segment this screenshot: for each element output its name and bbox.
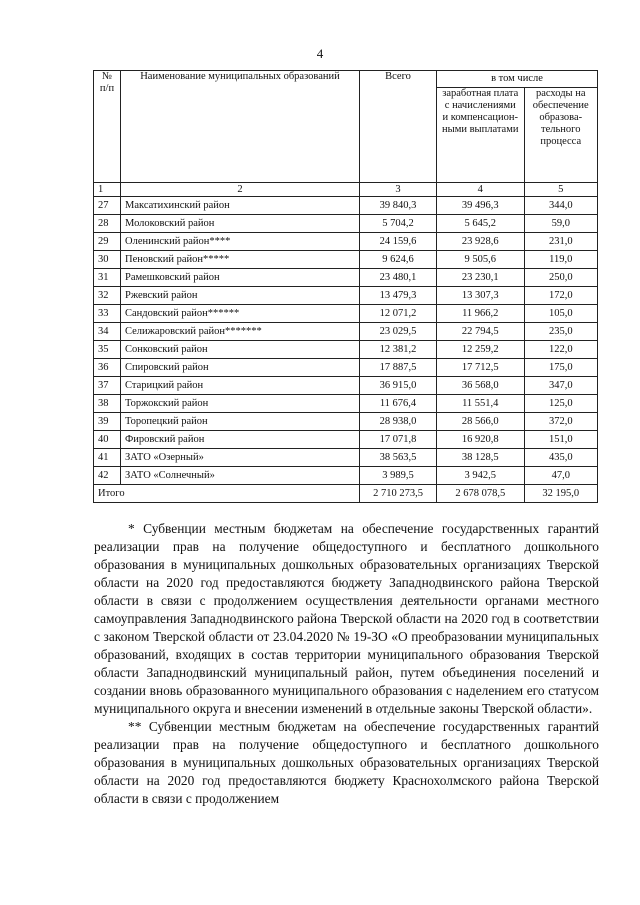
column-index: 1 (94, 183, 121, 197)
row-number: 40 (94, 431, 121, 449)
total-value: 38 563,5 (360, 449, 437, 467)
table-row (94, 251, 598, 269)
municipality-name: Спировский район (121, 359, 360, 377)
expenses-value: 105,0 (524, 305, 598, 323)
table-row (94, 395, 598, 413)
table-row (94, 341, 598, 359)
municipality-name: Максатихинский район (121, 197, 360, 215)
total-value: 23 480,1 (360, 269, 437, 287)
column-index-row (94, 183, 598, 197)
salary-value: 16 920,8 (437, 431, 525, 449)
total-value: 36 915,0 (360, 377, 437, 395)
municipality-name: Оленинский район**** (121, 233, 360, 251)
salary-value: 39 496,3 (437, 197, 525, 215)
total-value: 5 704,2 (360, 215, 437, 233)
expenses-value: 344,0 (524, 197, 598, 215)
table-row (94, 431, 598, 449)
total-value: 2 710 273,5 (360, 485, 437, 503)
municipality-name: ЗАТО «Солнечный» (121, 467, 360, 485)
total-value: 17 071,8 (360, 431, 437, 449)
salary-value: 23 928,6 (437, 233, 525, 251)
total-expenses: 32 195,0 (524, 485, 598, 503)
municipality-name: Ржевский район (121, 287, 360, 305)
municipality-name: Пеновский район***** (121, 251, 360, 269)
header-total: Всего (360, 71, 437, 183)
salary-value: 28 566,0 (437, 413, 525, 431)
total-value: 12 381,2 (360, 341, 437, 359)
salary-value: 23 230,1 (437, 269, 525, 287)
total-value: 13 479,3 (360, 287, 437, 305)
row-number: 34 (94, 323, 121, 341)
total-value: 9 624,6 (360, 251, 437, 269)
salary-value: 11 551,4 (437, 395, 525, 413)
total-value: 24 159,6 (360, 233, 437, 251)
row-number: 38 (94, 395, 121, 413)
municipality-name: Старицкий район (121, 377, 360, 395)
municipality-name: Сонковский район (121, 341, 360, 359)
header-num: № п/п (94, 71, 121, 183)
expenses-value: 435,0 (524, 449, 598, 467)
expenses-value: 119,0 (524, 251, 598, 269)
salary-value: 12 259,2 (437, 341, 525, 359)
table-row (94, 323, 598, 341)
expenses-value: 47,0 (524, 467, 598, 485)
table-row (94, 197, 598, 215)
expenses-value: 122,0 (524, 341, 598, 359)
table-row (94, 449, 598, 467)
expenses-value: 59,0 (524, 215, 598, 233)
row-number: 31 (94, 269, 121, 287)
salary-value: 36 568,0 (437, 377, 525, 395)
header-including: в том числе (437, 71, 598, 88)
subvention-table (93, 70, 598, 503)
row-number: 28 (94, 215, 121, 233)
salary-value: 9 505,6 (437, 251, 525, 269)
expenses-value: 372,0 (524, 413, 598, 431)
footnote-2: ** Субвенции местным бюджетам на обеспечение государственных гарантий реализации прав на получение общедоступного и бесплатного дошкольного образования в муниципальных дошкольных образовательных организациях Тверской области на 2020 год предоставляются бюджету Краснохолмского района Тверской области в связи с продолжением (94, 719, 599, 806)
row-number: 35 (94, 341, 121, 359)
total-value: 39 840,3 (360, 197, 437, 215)
total-label: Итого (94, 485, 360, 503)
total-value: 12 071,2 (360, 305, 437, 323)
municipality-name: Торопецкий район (121, 413, 360, 431)
row-number: 36 (94, 359, 121, 377)
expenses-value: 175,0 (524, 359, 598, 377)
column-index: 5 (524, 183, 598, 197)
table-row (94, 377, 598, 395)
row-number: 39 (94, 413, 121, 431)
header-name: Наименование муниципальных образований (121, 71, 360, 183)
total-value: 3 989,5 (360, 467, 437, 485)
total-row (94, 485, 598, 503)
expenses-value: 125,0 (524, 395, 598, 413)
expenses-value: 347,0 (524, 377, 598, 395)
expenses-value: 231,0 (524, 233, 598, 251)
row-number: 41 (94, 449, 121, 467)
total-value: 23 029,5 (360, 323, 437, 341)
total-value: 11 676,4 (360, 395, 437, 413)
total-salary: 2 678 078,5 (437, 485, 525, 503)
row-number: 33 (94, 305, 121, 323)
row-number: 30 (94, 251, 121, 269)
municipality-name: Рамешковский район (121, 269, 360, 287)
row-number: 29 (94, 233, 121, 251)
expenses-value: 250,0 (524, 269, 598, 287)
salary-value: 17 712,5 (437, 359, 525, 377)
table-row (94, 215, 598, 233)
row-number: 37 (94, 377, 121, 395)
table-row (94, 413, 598, 431)
row-number: 27 (94, 197, 121, 215)
table-row (94, 305, 598, 323)
salary-value: 11 966,2 (437, 305, 525, 323)
municipality-name: Торжокский район (121, 395, 360, 413)
municipality-name: Селижаровский район******* (121, 323, 360, 341)
municipality-name: Сандовский район****** (121, 305, 360, 323)
table-row (94, 287, 598, 305)
salary-value: 38 128,5 (437, 449, 525, 467)
footnote-1: * Субвенции местным бюджетам на обеспечение государственных гарантий реализации прав на получение общедоступного и бесплатного дошкольного образования в муниципальных дошкольных образовательных организациях Тверской области на 2020 год предоставляются бюджету Западнодвинского района Тверской области в связи с продолжением осуществления деятельности органами местного самоуправления Западнодвинского района Тверской области на 2020 год в соответствии с законом Тверской области от 23.04.2020 № 19-ЗО «О преобразовании муниципальных образований, входящих в состав территории муниципального образования Тверской области Западнодвинский муниципальный район, путем объединения поселений и создании вновь образованного муниципального образования с наделением его статусом муниципального округа и внесении изменений в отдельные законы Тверской области». (94, 521, 599, 716)
municipality-name: Фировский район (121, 431, 360, 449)
column-index: 4 (437, 183, 525, 197)
table-row (94, 269, 598, 287)
table-row (94, 467, 598, 485)
municipality-name: Молоковский район (121, 215, 360, 233)
total-value: 28 938,0 (360, 413, 437, 431)
salary-value: 5 645,2 (437, 215, 525, 233)
salary-value: 22 794,5 (437, 323, 525, 341)
expenses-value: 172,0 (524, 287, 598, 305)
row-number: 42 (94, 467, 121, 485)
table-row (94, 359, 598, 377)
footnotes (94, 520, 599, 808)
column-index: 2 (121, 183, 360, 197)
salary-value: 3 942,5 (437, 467, 525, 485)
salary-value: 13 307,3 (437, 287, 525, 305)
total-value: 17 887,5 (360, 359, 437, 377)
expenses-value: 235,0 (524, 323, 598, 341)
row-number: 32 (94, 287, 121, 305)
expenses-value: 151,0 (524, 431, 598, 449)
municipality-name: ЗАТО «Озерный» (121, 449, 360, 467)
header-salary: заработная плата с начислениями и компенсацион-ными выплатами (437, 88, 525, 183)
header-expenses: расходы на обеспечение образова-тельного процесса (524, 88, 598, 183)
page-number: 4 (316, 46, 324, 61)
table-row (94, 233, 598, 251)
column-index: 3 (360, 183, 437, 197)
